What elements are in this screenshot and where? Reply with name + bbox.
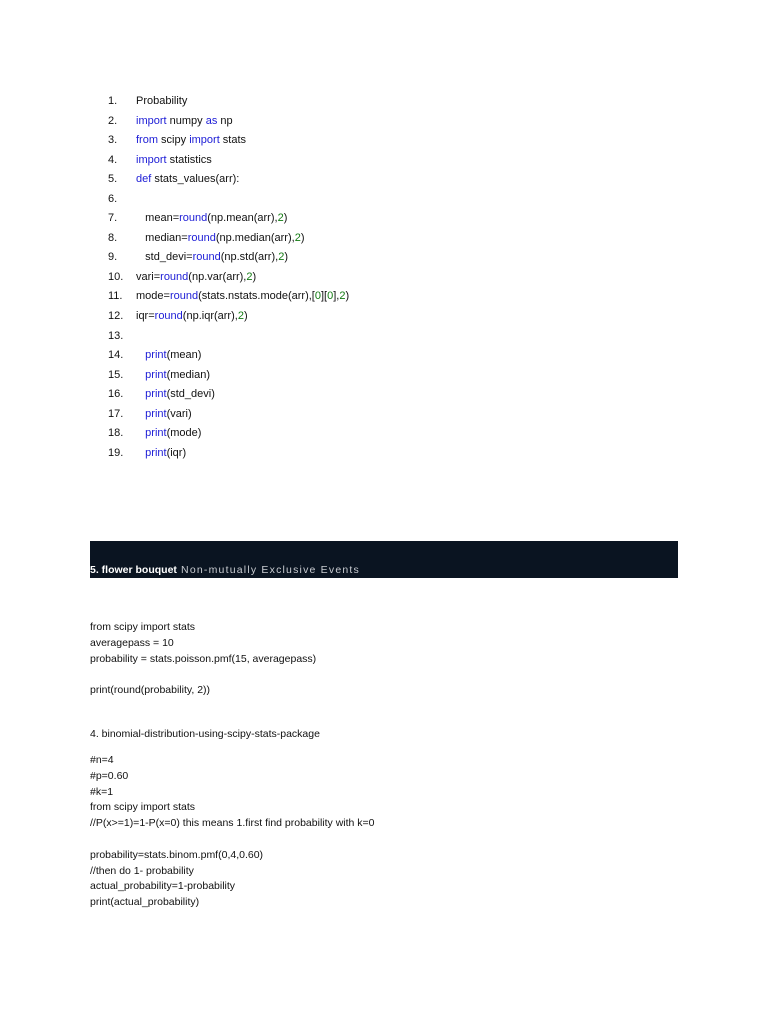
code-text: (mode) bbox=[166, 427, 202, 440]
code-number: 2 bbox=[237, 310, 244, 323]
code-keyword: round bbox=[179, 212, 208, 225]
code-text: ) bbox=[252, 270, 257, 283]
code-text: (std_devi) bbox=[166, 388, 215, 401]
code-keyword: print bbox=[145, 407, 167, 420]
code-text: (np.std(arr), bbox=[220, 251, 279, 264]
line-code bbox=[136, 307, 248, 327]
line-number: 7. bbox=[108, 212, 118, 225]
line-number: 5. bbox=[108, 173, 118, 186]
code-keyword: from bbox=[136, 134, 158, 147]
code-text: Probability bbox=[136, 95, 188, 107]
section-heading-binomial: 4. binomial-distribution-using-scipy-stats-package bbox=[90, 728, 320, 740]
line-code bbox=[136, 248, 288, 268]
code-text: (np.median(arr), bbox=[215, 231, 295, 244]
banner-title bbox=[90, 564, 360, 576]
code-keyword: round bbox=[154, 310, 183, 323]
code-keyword: round bbox=[192, 251, 221, 264]
line-code bbox=[136, 287, 349, 307]
code-line bbox=[108, 385, 668, 405]
code-text: ) bbox=[345, 290, 350, 303]
line-code bbox=[136, 444, 186, 464]
line-code bbox=[136, 268, 256, 288]
code-text: (np.var(arr), bbox=[188, 270, 247, 283]
section-banner bbox=[90, 541, 678, 578]
code-text: (np.iqr(arr), bbox=[182, 310, 238, 323]
code-line bbox=[108, 209, 668, 229]
code-text: (mean) bbox=[166, 349, 202, 362]
line-number: 2. bbox=[108, 114, 118, 127]
code-text: iqr= bbox=[136, 310, 155, 323]
line-code bbox=[136, 170, 239, 190]
line-code bbox=[136, 112, 233, 132]
code-text: stats bbox=[219, 134, 247, 147]
code-line bbox=[108, 170, 668, 190]
code-keyword: round bbox=[169, 290, 199, 303]
code-keyword: def bbox=[136, 173, 152, 186]
code-number: 2 bbox=[277, 212, 284, 225]
code-text: vari= bbox=[136, 270, 161, 283]
code-text: ) bbox=[283, 212, 288, 225]
code-keyword: round bbox=[160, 270, 189, 283]
line-number: 17. bbox=[108, 407, 124, 420]
line-number: 15. bbox=[108, 368, 124, 381]
code-line bbox=[108, 444, 668, 464]
code-number: 0 bbox=[314, 290, 321, 303]
line-code bbox=[136, 92, 187, 112]
line-number: 19. bbox=[108, 446, 124, 459]
code-keyword: print bbox=[145, 349, 167, 362]
code-line bbox=[108, 248, 668, 268]
line-code bbox=[136, 209, 287, 229]
code-text: np bbox=[217, 114, 233, 127]
line-number: 1. bbox=[108, 95, 118, 107]
line-number: 8. bbox=[108, 231, 118, 244]
code-text: mean= bbox=[145, 212, 180, 225]
code-text: std_devi= bbox=[145, 251, 193, 264]
binomial-code-block: #n=4 #p=0.60 #k=1 from scipy import stats //P(x>=1)=1-P(x=0) this means 1.first find probability with k=0 probability=stats.binom.pmf(0,4,0.60) //then do 1- probability actual_probability=1-probability print(actual_probability) bbox=[90, 754, 375, 909]
code-text: median= bbox=[145, 231, 188, 244]
code-text: (iqr) bbox=[166, 446, 187, 459]
code-keyword: round bbox=[187, 231, 216, 244]
line-code bbox=[136, 229, 304, 249]
line-number: 9. bbox=[108, 251, 118, 264]
code-line bbox=[108, 190, 668, 210]
code-line bbox=[108, 131, 668, 151]
code-text: scipy bbox=[158, 134, 190, 147]
code-keyword: as bbox=[205, 114, 218, 127]
line-number: 16. bbox=[108, 388, 124, 401]
code-number: 2 bbox=[294, 231, 301, 244]
code-text: statistics bbox=[166, 153, 212, 166]
code-number: 2 bbox=[339, 290, 346, 303]
code-keyword: import bbox=[136, 114, 167, 127]
code-keyword: import bbox=[136, 153, 167, 166]
code-keyword: print bbox=[145, 446, 167, 459]
line-code bbox=[136, 151, 212, 171]
code-text: ][ bbox=[320, 290, 328, 303]
code-text: (np.mean(arr), bbox=[207, 212, 278, 225]
line-number: 6. bbox=[108, 192, 118, 205]
code-text: (vari) bbox=[166, 407, 192, 420]
line-code bbox=[136, 424, 201, 444]
code-line bbox=[108, 366, 668, 386]
code-line bbox=[108, 151, 668, 171]
code-text: ], bbox=[333, 290, 340, 303]
code-text: ) bbox=[243, 310, 248, 323]
code-text: ) bbox=[284, 251, 288, 264]
line-code bbox=[136, 366, 210, 386]
line-number: 12. bbox=[108, 310, 124, 323]
poisson-code-block: from scipy import stats averagepass = 10 probability = stats.poisson.pmf(15, averagepass) print(round(probability, 2)) bbox=[90, 621, 317, 697]
code-line bbox=[108, 92, 668, 112]
line-number: 10. bbox=[108, 270, 124, 283]
code-line bbox=[108, 307, 668, 327]
code-keyword: print bbox=[145, 368, 167, 381]
line-number: 3. bbox=[108, 134, 118, 147]
line-code bbox=[136, 346, 201, 366]
code-keyword: print bbox=[145, 388, 167, 401]
code-line bbox=[108, 327, 668, 347]
banner-subtitle: Non-mutually Exclusive Events bbox=[176, 564, 360, 576]
code-text: mode= bbox=[136, 290, 170, 303]
line-number: 13. bbox=[108, 329, 124, 342]
code-keyword: import bbox=[189, 134, 220, 147]
code-line bbox=[108, 346, 668, 366]
code-line bbox=[108, 112, 668, 132]
code-keyword: print bbox=[145, 427, 167, 440]
code-line bbox=[108, 268, 668, 288]
code-number: 2 bbox=[246, 270, 253, 283]
line-number: 4. bbox=[108, 153, 118, 166]
code-listing bbox=[108, 92, 668, 463]
code-text: numpy bbox=[166, 114, 206, 127]
code-text: (median) bbox=[166, 368, 210, 381]
code-line bbox=[108, 229, 668, 249]
line-code bbox=[136, 131, 246, 151]
code-line bbox=[108, 424, 668, 444]
line-code bbox=[136, 385, 215, 405]
code-text: stats_values(arr): bbox=[151, 173, 240, 186]
line-code bbox=[136, 405, 192, 425]
code-text: ) bbox=[300, 231, 305, 244]
banner-bold-text: 5. flower bouquet bbox=[90, 564, 177, 576]
line-number: 11. bbox=[108, 290, 123, 303]
line-number: 14. bbox=[108, 349, 124, 362]
code-number: 0 bbox=[327, 290, 334, 303]
code-number: 2 bbox=[278, 251, 285, 264]
code-line bbox=[108, 287, 668, 307]
line-number: 18. bbox=[108, 427, 124, 440]
code-line bbox=[108, 405, 668, 425]
code-text: (stats.nstats.mode(arr),[ bbox=[198, 290, 315, 303]
